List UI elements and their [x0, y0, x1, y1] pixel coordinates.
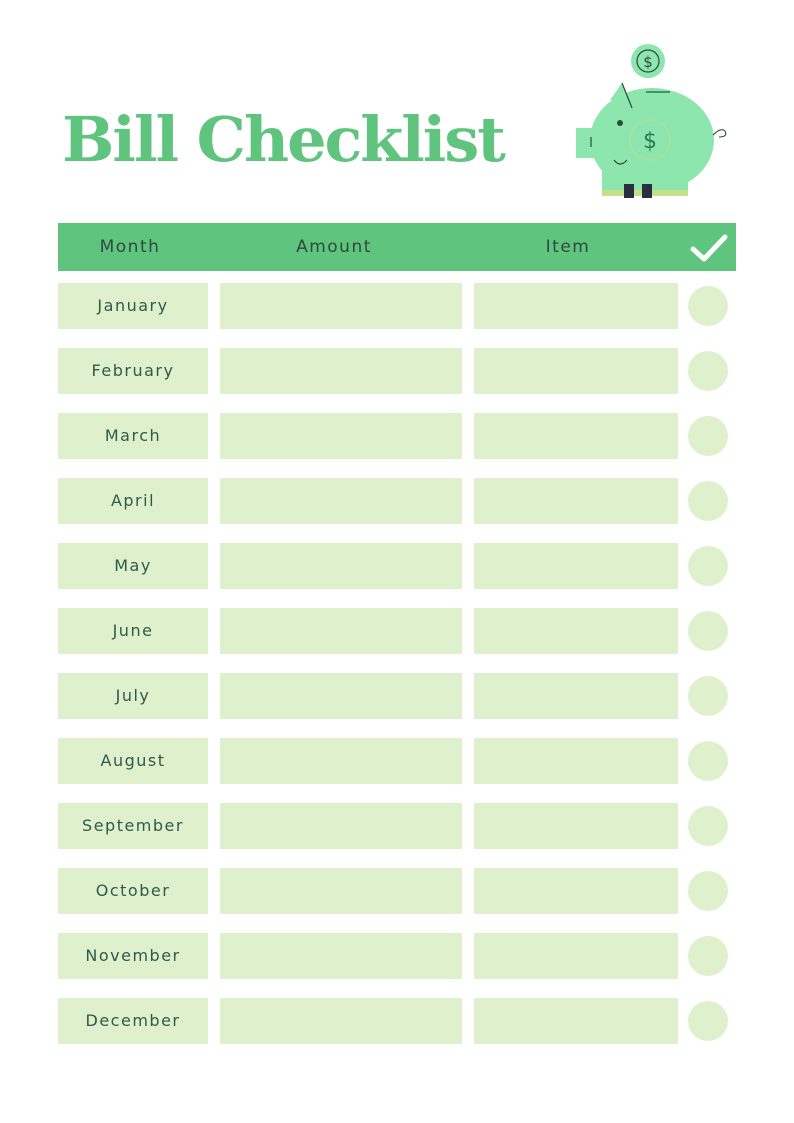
check-circle[interactable] [688, 416, 728, 456]
table-row [0, 478, 794, 524]
month-label: August [58, 738, 208, 784]
table-row [0, 348, 794, 394]
amount-field[interactable] [220, 868, 462, 914]
item-field[interactable] [474, 608, 678, 654]
header-month: Month [99, 237, 161, 257]
check-circle[interactable] [688, 1001, 728, 1041]
table-header [58, 223, 736, 271]
amount-field[interactable] [220, 543, 462, 589]
amount-field[interactable] [220, 673, 462, 719]
check-circle[interactable] [688, 676, 728, 716]
header-item: Item [545, 237, 591, 257]
table-row [0, 933, 794, 979]
item-field[interactable] [474, 803, 678, 849]
item-field[interactable] [474, 413, 678, 459]
table-row [0, 998, 794, 1044]
table-row [0, 803, 794, 849]
amount-field[interactable] [220, 998, 462, 1044]
check-circle[interactable] [688, 806, 728, 846]
month-label: December [58, 998, 208, 1044]
svg-text:$: $ [643, 53, 653, 71]
item-field[interactable] [474, 478, 678, 524]
item-field[interactable] [474, 673, 678, 719]
header-amount: Amount [296, 237, 372, 257]
amount-field[interactable] [220, 348, 462, 394]
item-field[interactable] [474, 348, 678, 394]
month-label: February [58, 348, 208, 394]
table-row [0, 413, 794, 459]
month-label: June [58, 608, 208, 654]
check-circle[interactable] [688, 481, 728, 521]
table-row [0, 543, 794, 589]
item-field[interactable] [474, 998, 678, 1044]
item-field[interactable] [474, 738, 678, 784]
table-row [0, 608, 794, 654]
month-label: September [58, 803, 208, 849]
item-field[interactable] [474, 543, 678, 589]
check-circle[interactable] [688, 741, 728, 781]
amount-field[interactable] [220, 283, 462, 329]
item-field[interactable] [474, 283, 678, 329]
month-label: November [58, 933, 208, 979]
item-field[interactable] [474, 868, 678, 914]
amount-field[interactable] [220, 803, 462, 849]
month-label: January [58, 283, 208, 329]
check-circle[interactable] [688, 351, 728, 391]
check-circle[interactable] [688, 936, 728, 976]
check-circle[interactable] [688, 871, 728, 911]
page-title: Bill Checklist [62, 103, 504, 176]
amount-field[interactable] [220, 478, 462, 524]
piggy-bank-icon [570, 40, 740, 205]
checkmark-icon [689, 232, 729, 264]
amount-field[interactable] [220, 608, 462, 654]
item-field[interactable] [474, 933, 678, 979]
check-circle[interactable] [688, 286, 728, 326]
table-row [0, 868, 794, 914]
svg-text:$: $ [643, 129, 657, 154]
month-label: March [58, 413, 208, 459]
month-label: May [58, 543, 208, 589]
amount-field[interactable] [220, 933, 462, 979]
amount-field[interactable] [220, 413, 462, 459]
check-circle[interactable] [688, 546, 728, 586]
table-row [0, 738, 794, 784]
month-label: October [58, 868, 208, 914]
month-label: April [58, 478, 208, 524]
check-circle[interactable] [688, 611, 728, 651]
month-label: July [58, 673, 208, 719]
amount-field[interactable] [220, 738, 462, 784]
table-row [0, 283, 794, 329]
table-row [0, 673, 794, 719]
